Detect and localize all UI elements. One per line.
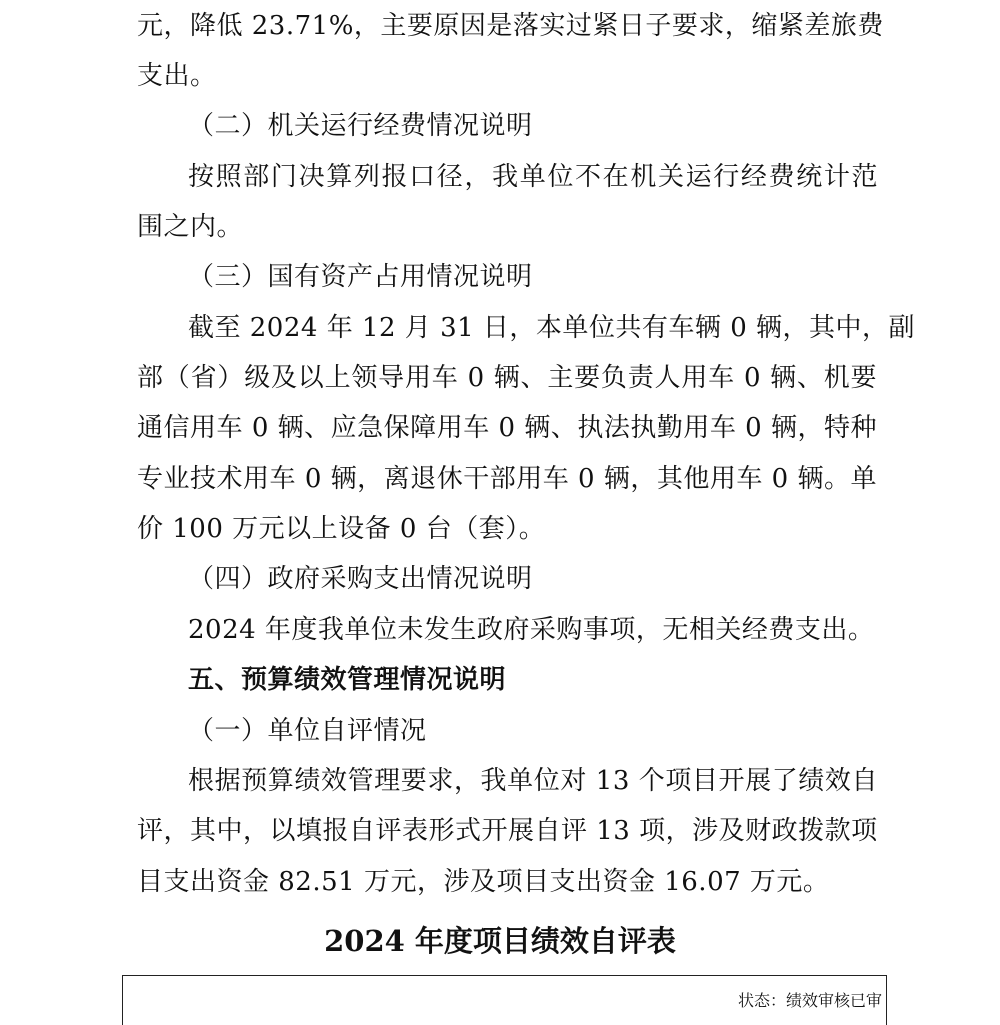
self-evaluation-table [122,975,887,1025]
section-heading: （一）单位自评情况 [188,716,427,746]
paragraph-line: 价 100 万元以上设备 0 台（套）。 [137,514,546,544]
paragraph-line: 按照部门决算列报口径，我单位不在机关运行经费统计范 [188,162,878,192]
section-heading: （四）政府采购支出情况说明 [188,564,533,594]
chapter-heading: 五、预算绩效管理情况说明 [188,665,507,695]
paragraph-line: 2024 年度我单位未发生政府采购事项，无相关经费支出。 [188,615,875,645]
paragraph-line: 根据预算绩效管理要求，我单位对 13 个项目开展了绩效自 [188,766,878,796]
paragraph-line: 元，降低 23.71%，主要原因是落实过紧日子要求，缩紧差旅费 [137,11,884,41]
section-heading: （三）国有资产占用情况说明 [188,262,533,292]
paragraph-line: 目支出资金 82.51 万元，涉及项目支出资金 16.07 万元。 [137,867,830,897]
section-heading: （二）机关运行经费情况说明 [188,111,533,141]
paragraph-line: 支出。 [137,61,217,91]
table-title: 2024 年度项目绩效自评表 [324,924,676,958]
paragraph-line: 通信用车 0 辆、应急保障用车 0 辆、执法执勤用车 0 辆，特种 [137,413,877,443]
paragraph-line: 部（省）级及以上领导用车 0 辆、主要负责人用车 0 辆、机要 [137,363,877,393]
paragraph-line: 评，其中，以填报自评表形式开展自评 13 项，涉及财政拨款项 [137,816,878,846]
paragraph-line: 专业技术用车 0 辆，离退休干部用车 0 辆，其他用车 0 辆。单 [137,464,877,494]
paragraph-line: 围之内。 [137,212,244,242]
paragraph-line: 截至 2024 年 12 月 31 日，本单位共有车辆 0 辆，其中，副 [188,313,915,343]
status-label: 状态：绩效审核已审 [737,991,882,1010]
